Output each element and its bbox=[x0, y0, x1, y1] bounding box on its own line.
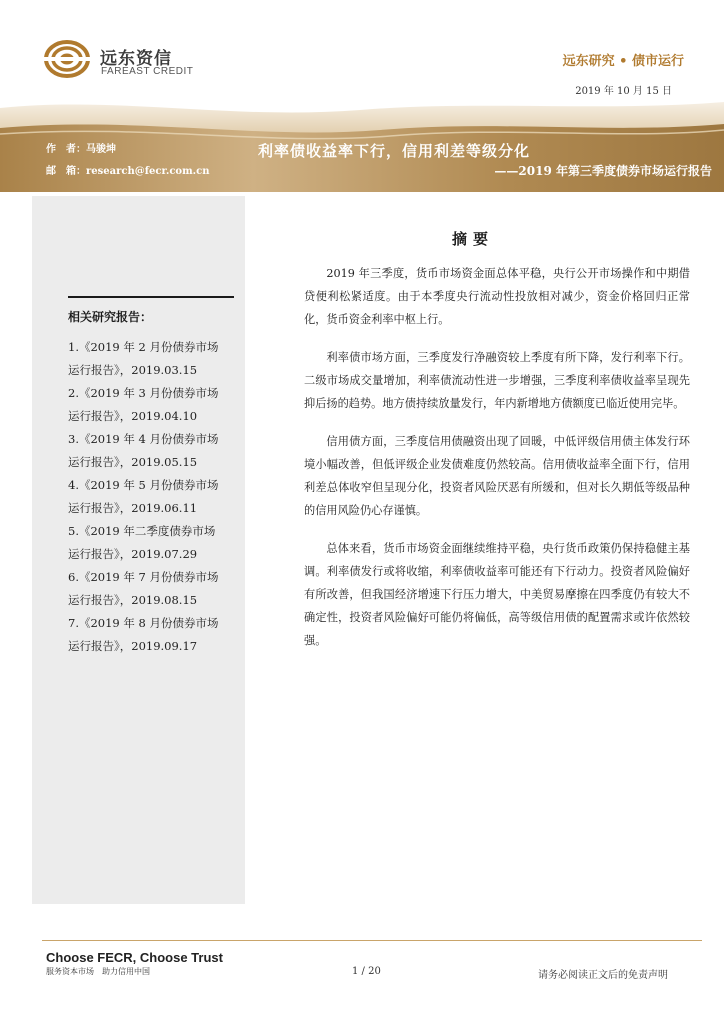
abstract-paragraph: 2019 年三季度，货币市场资金面总体平稳，央行公开市场操作和中期借贷便利松紧适度。由于本季度央行流动性投放相对减少，资金价格回归正常化，货币资金利率中枢上行。 bbox=[304, 267, 690, 326]
report-title-line: 1.《2019 年 2 月份债券市场 bbox=[68, 340, 219, 354]
author-line: 作 者：马骏坤 bbox=[46, 144, 116, 155]
company-logo bbox=[44, 38, 224, 80]
report-title-line: 3.《2019 年 4 月份债券市场 bbox=[68, 432, 219, 446]
related-reports-sidebar bbox=[32, 196, 245, 904]
related-reports-list bbox=[68, 336, 243, 658]
report-title-line: 7.《2019 年 8 月份债券市场 bbox=[68, 616, 219, 630]
abstract-paragraph: 总体来看，货币市场资金面继续维持平稳，央行货币政策仍保持稳健主基调。利率债发行或将收缩，利率债收益率可能还有下行动力。投资者风险偏好有所改善，但我国经济增速下行压力增大，中美贸易摩擦在四季度仍有较大不确定性，投资者风险偏好可能仍将偏低，高等级信用债的配置需求或许依然较强。 bbox=[304, 542, 690, 647]
report-date-line: 运行报告》，2019.03.15 bbox=[68, 363, 198, 377]
report-date-line: 运行报告》，2019.08.15 bbox=[68, 593, 198, 607]
sidebar-divider bbox=[68, 296, 234, 298]
logo-english-name: FAREAST CREDIT bbox=[101, 66, 194, 77]
list-item[interactable] bbox=[68, 336, 243, 382]
list-item[interactable] bbox=[68, 566, 243, 612]
report-date-line: 运行报告》，2019.04.10 bbox=[68, 409, 198, 423]
related-reports-heading: 相关研究报告： bbox=[68, 310, 153, 324]
list-item[interactable] bbox=[68, 612, 243, 658]
report-title-line: 4.《2019 年 5 月份债券市场 bbox=[68, 478, 219, 492]
report-subtitle: ——2019 年第三季度债券市场运行报告 bbox=[494, 164, 712, 178]
abstract-paragraph: 信用债方面，三季度信用债融资出现了回暖，中低评级信用债主体发行环境小幅改善，但低评级企业发债难度仍然较高。信用债收益率全面下行，信用利差总体收窄但呈现分化，投资者风险厌恶有所缓和，但对长久期低等级品种的信用风险仍心存谨慎。 bbox=[304, 435, 690, 517]
report-date-line: 运行报告》，2019.05.15 bbox=[68, 455, 198, 469]
report-date: 2019 年 10 月 15 日 bbox=[575, 86, 672, 97]
footer-tagline: 服务资本市场 助力信用中国 bbox=[46, 967, 150, 976]
report-category-tag: 远东研究 • 债市运行 bbox=[562, 54, 684, 69]
abstract-paragraph: 利率债市场方面，三季度发行净融资较上季度有所下降，发行利率下行。二级市场成交量增加，利率债流动性进一步增强，三季度利率债收益率呈现先抑后扬的趋势。地方债持续放量发行，年内新增地方债额度已临近使用完毕。 bbox=[304, 351, 690, 410]
list-item[interactable] bbox=[68, 428, 243, 474]
abstract-heading: 摘要 bbox=[452, 230, 495, 248]
footer-slogan: Choose FECR, Choose Trust bbox=[46, 950, 223, 965]
report-title-line: 6.《2019 年 7 月份债券市场 bbox=[68, 570, 219, 584]
list-item[interactable] bbox=[68, 520, 243, 566]
abstract-body bbox=[304, 262, 690, 667]
report-title: 利率债收益率下行，信用利差等级分化 bbox=[258, 142, 531, 160]
report-title-line: 2.《2019 年 3 月份债券市场 bbox=[68, 386, 219, 400]
email-line[interactable]: 邮 箱：research@fecr.com.cn bbox=[46, 166, 210, 177]
disclaimer-note: 请务必阅读正文后的免责声明 bbox=[538, 970, 668, 981]
list-item[interactable] bbox=[68, 474, 243, 520]
list-item[interactable] bbox=[68, 382, 243, 428]
report-date-line: 运行报告》，2019.07.29 bbox=[68, 547, 198, 561]
fareast-logo-icon bbox=[44, 40, 90, 78]
footer-divider bbox=[42, 940, 702, 941]
logo-chinese-name: 远东资信 bbox=[100, 49, 172, 69]
report-date-line: 运行报告》，2019.09.17 bbox=[68, 639, 198, 653]
report-title-line: 5.《2019 年二季度债券市场 bbox=[68, 524, 216, 538]
page-number: 1 / 20 bbox=[352, 966, 381, 977]
report-date-line: 运行报告》，2019.06.11 bbox=[68, 501, 198, 515]
